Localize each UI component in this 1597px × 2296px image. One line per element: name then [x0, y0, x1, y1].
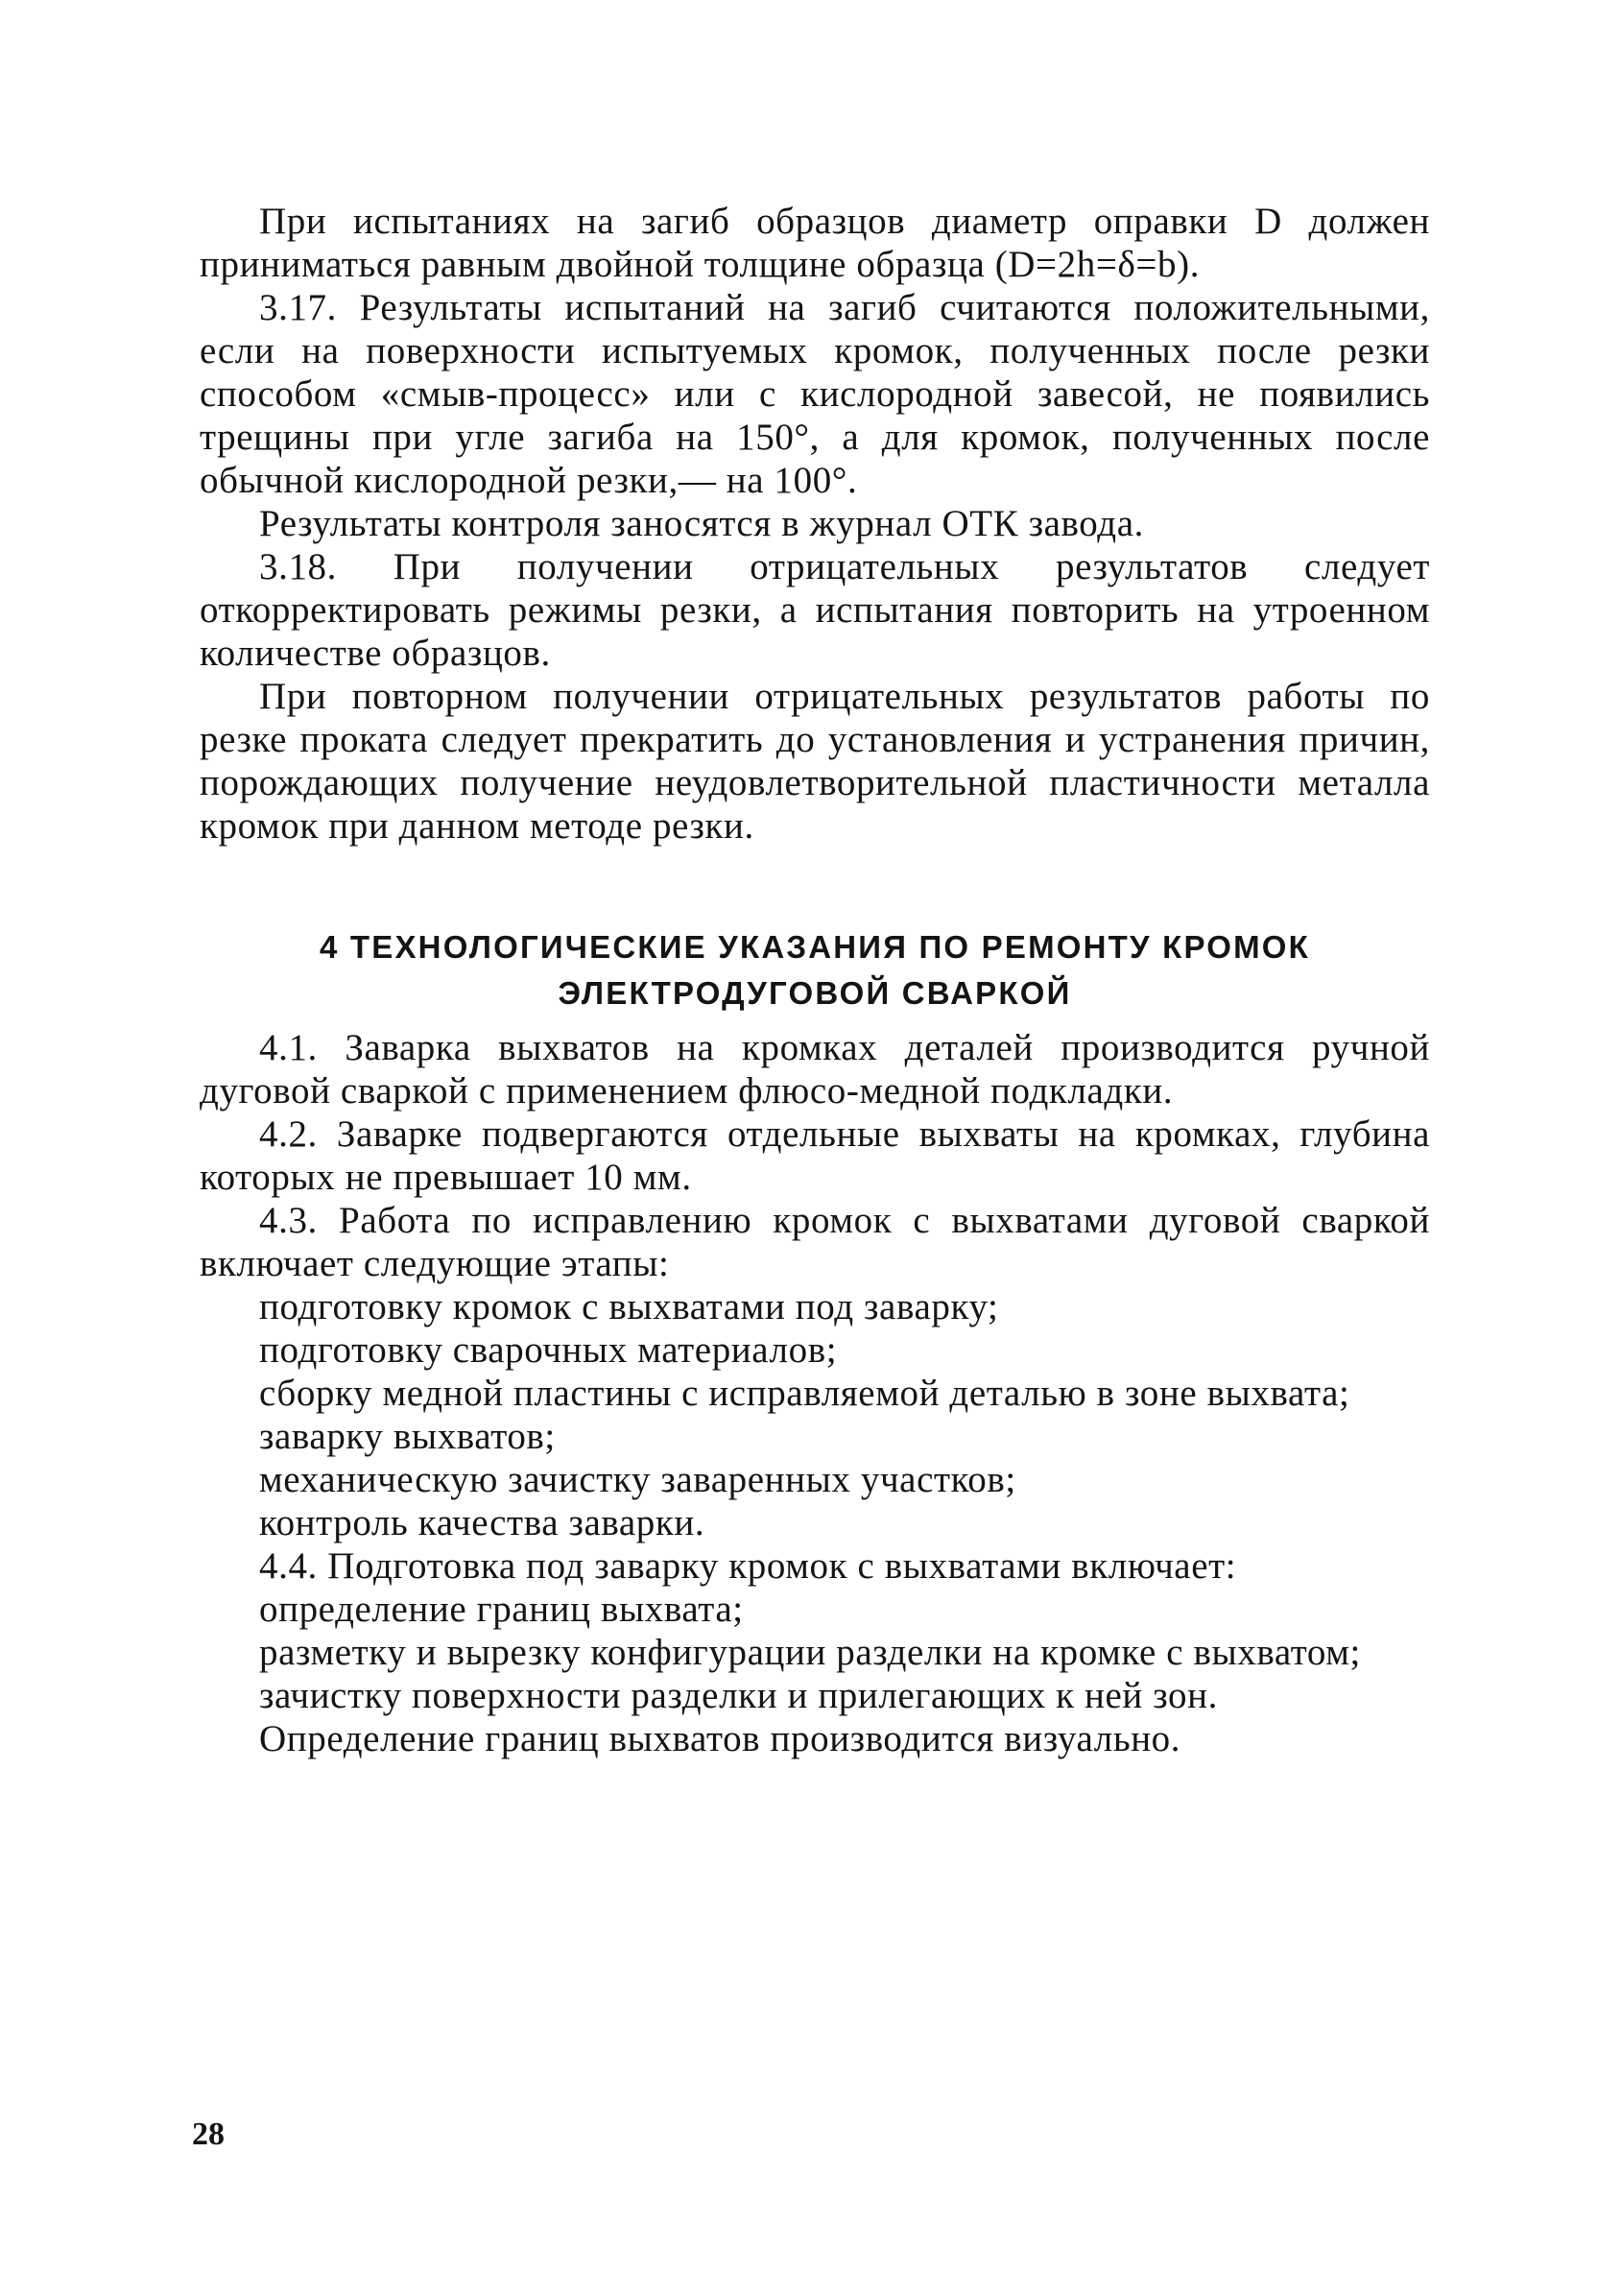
list-item: сборку медной пластины с исправляемой деталью в зоне выхвата;: [259, 1373, 1350, 1414]
paragraph-otk-journal: Результаты контроля заносятся в журнал ОТК завода.: [259, 503, 1144, 544]
paragraph-4-1: 4.1. Заварка выхватов на кромках деталей производится ручной дуговой сваркой с применением флюсо-медной подкладки.: [200, 1027, 1430, 1112]
list-item: подготовку кромок с выхватами под заварку;: [259, 1286, 999, 1327]
list-item: контроль качества заварки.: [259, 1502, 705, 1543]
list-item: зачистку поверхности разделки и прилегающих к ней зон.: [259, 1675, 1218, 1716]
stages-list: [200, 1285, 1430, 1544]
paragraph-4-2: 4.2. Заварке подвергаются отдельные выхваты на кромках, глубина которых не превышает 10 мм.: [200, 1113, 1430, 1198]
paragraph-4-4: 4.4. Подготовка под заварку кромок с выхватами включает:: [259, 1545, 1237, 1587]
paragraph-3-17: 3.17. Результаты испытаний на загиб считаются положительными, если на поверхности испытуемых кромок, полученных после резки способом «смыв-процесс» или с кислородной завесой, не появились трещины при угле загиба на 150°, а для кромок, полученных после обычной кислородной резки,— на 100°.: [200, 287, 1430, 501]
list-item: механическую зачистку заваренных участков;: [259, 1459, 1016, 1500]
paragraph-bend-mandrel: При испытаниях на загиб образцов диаметр оправки D должен приниматься равным двойной толщине образца (D=2h=δ=b).: [200, 201, 1430, 285]
section-4-heading: [200, 924, 1430, 1016]
page-number: 28: [192, 2117, 225, 2152]
list-item: заварку выхватов;: [259, 1416, 556, 1457]
list-item: подготовку сварочных материалов;: [259, 1329, 838, 1371]
document-page: [200, 200, 1430, 2235]
paragraph-repeat-negative: При повторном получении отрицательных результатов работы по резке проката следует прекратить до установления и устранения причин, порождающих получение неудовлетворительной пластичности металла кромок при данном методе резки.: [200, 676, 1430, 847]
section-4-heading-line-2: ЭЛЕКТРОДУГОВОЙ СВАРКОЙ: [558, 975, 1072, 1011]
paragraph-3-18: 3.18. При получении отрицательных результатов следует откорректировать режимы резки, а испытания повторить на утроенном количестве образцов.: [200, 546, 1430, 674]
list-item: определение границ выхвата;: [259, 1589, 744, 1630]
section-4-heading-line-1: 4 ТЕХНОЛОГИЧЕСКИЕ УКАЗАНИЯ ПО РЕМОНТУ КРОМОК: [319, 929, 1311, 965]
paragraph-4-3: 4.3. Работа по исправлению кромок с выхватами дуговой сваркой включает следующие этапы:: [200, 1200, 1430, 1284]
list-item: разметку и вырезку конфигурации разделки на кромке с выхватом;: [259, 1632, 1361, 1673]
paragraph-visual-inspection: Определение границ выхватов производится визуально.: [259, 1718, 1181, 1759]
preparation-list: [200, 1588, 1430, 1717]
